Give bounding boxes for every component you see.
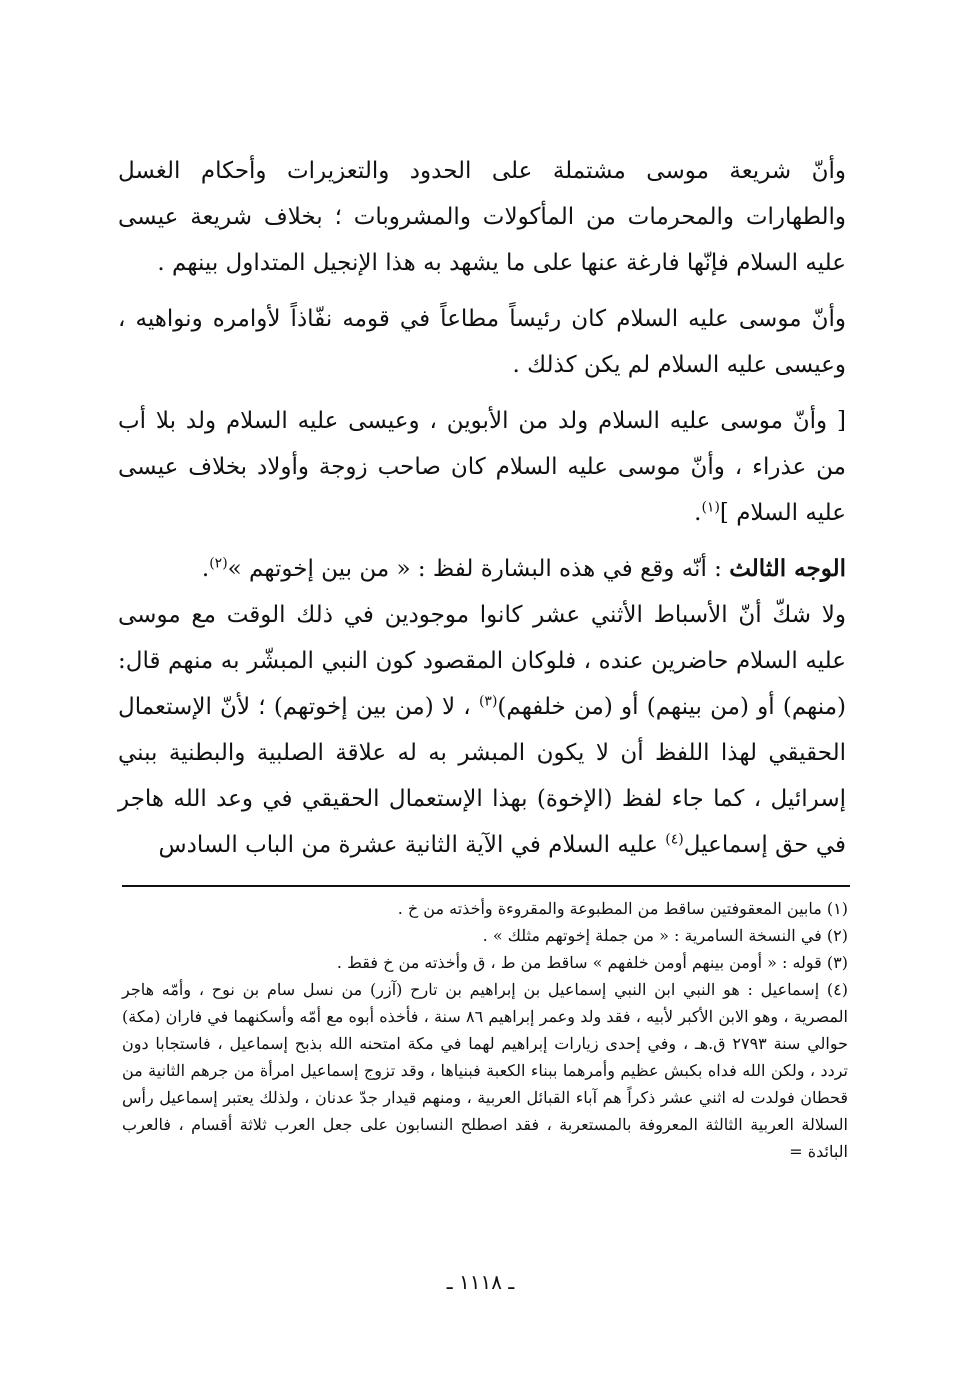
footnote-ref-2[interactable]: (٢) — [209, 555, 228, 572]
footnote-2: (٢) في النسخة السامرية : « من جملة إخوتهم مثلك » . — [482, 926, 848, 945]
footnote-ref-3[interactable]: (٣) — [478, 693, 498, 710]
page-number: ـ ١١١٨ ـ — [446, 1270, 515, 1294]
footnote-3: (٣) قوله : « أومن بينهم أومن خلفهم » ساقط من ط ، ق وأخذته من خ فقط . — [336, 953, 848, 972]
footnote-divider — [122, 885, 850, 887]
paragraph-5 — [118, 592, 846, 868]
section-heading: الوجه الثالث — [729, 555, 846, 582]
main-text — [118, 148, 846, 868]
paragraph-2: وأنّ موسى عليه السلام كان رئيساً مطاعاً في قومه نفّاذاً لأوامره ونواهيه ، وعيسى عليه السلام لم يكن كذلك . — [118, 306, 846, 378]
footnotes — [122, 895, 848, 1165]
paragraph-3 — [118, 398, 846, 536]
paragraph-3-text: [ وأنّ موسى عليه السلام ولد من الأبوين ، وعيسى عليه السلام ولد بلا أب من عذراء ، وأنّ موسى عليه السلام كان صاحب زوجة وأولاد بخلاف عيسى عليه السلام ] — [118, 408, 846, 526]
footnote-4: (٤) إسماعيل : هو النبي ابن النبي إسماعيل بن إبراهيم بن تارح (آزر) من نسل سام بن نوح ، وأمّه هاجر المصرية ، وهو الابن الأكبر لأبيه ، فقد ولد وعمر إبراهيم ٨٦ سنة ، فأخذه أبوه مع أمّه وأسكنهما في فاران (مكة) حوالي سنة ٢٧٩٣ ق.هـ ، وفي إحدى زيارات إبراهيم لهما في مكة امتحنه الله بذبح إسماعيل ، فاستجابا دون تردد ، ولكن الله فداه بكبش عظيم وأمرهما ببناء الكعبة فبنياها ، وقد تزوج إسماعيل امرأة من جرهم الثانية من قحطان فولدت له اثني عشر ذكراً هم آباء القبائل العربية ، ومنهم قيدار جدّ عدنان ، ولذلك يعتبر إسماعيل رأس السلالة العربية الثالثة المعروفة بالمستعربة ، فقد اصطلح النسابون على جعل العرب ثلاثة أقسام ، فالعرب البائدة = — [122, 980, 849, 1161]
footnote-ref-1[interactable]: (١) — [701, 499, 720, 516]
paragraph-4-end: . — [201, 556, 210, 582]
footnote-ref-4[interactable]: (٤) — [665, 831, 684, 848]
paragraph-1: وأنّ شريعة موسى مشتملة على الحدود والتعزيرات وأحكام الغسل والطهارات والمحرمات من المأكولات والمشروبات ؛ بخلاف شريعة عيسى عليه السلام فإنّها فارغة عنها على ما يشهد به هذا الإنجيل المتداول بينهم . — [118, 158, 846, 276]
paragraph-4 — [118, 546, 846, 592]
paragraph-5-part-a: ولا شكّ أنّ الأسباط الأثني عشر كانوا موجودين في ذلك الوقت مع موسى عليه السلام حاضرين عنده ، فلوكان المقصود كون النبي المبشّر به منهم قال: (منهم) أو (من بينهم) أو (من خلفهم) — [118, 602, 847, 720]
paragraph-5-part-b: ، لا (من بين إخوتهم) ؛ لأنّ الإستعمال الحقيقي لهذا اللفظ أن لا يكون المبشر به له علاقة الصلبية والبطنية ببني إسرائيل ، كما جاء لفظ (الإخوة) بهذا الإستعمال الحقيقي في وعد الله هاجر في حق إسماعيل — [118, 694, 846, 858]
paragraph-5-part-c: عليه السلام في الآية الثانية عشرة من الباب السادس — [158, 832, 658, 858]
footnote-1: (١) مابين المعقوفتين ساقط من المطبوعة والمقروءة وأخذته من خ . — [397, 899, 848, 918]
paragraph-4-text: : أنّه وقع في هذه البشارة لفظ : « من بين إخوتهم » — [227, 556, 722, 582]
paragraph-3-end: . — [694, 500, 702, 526]
